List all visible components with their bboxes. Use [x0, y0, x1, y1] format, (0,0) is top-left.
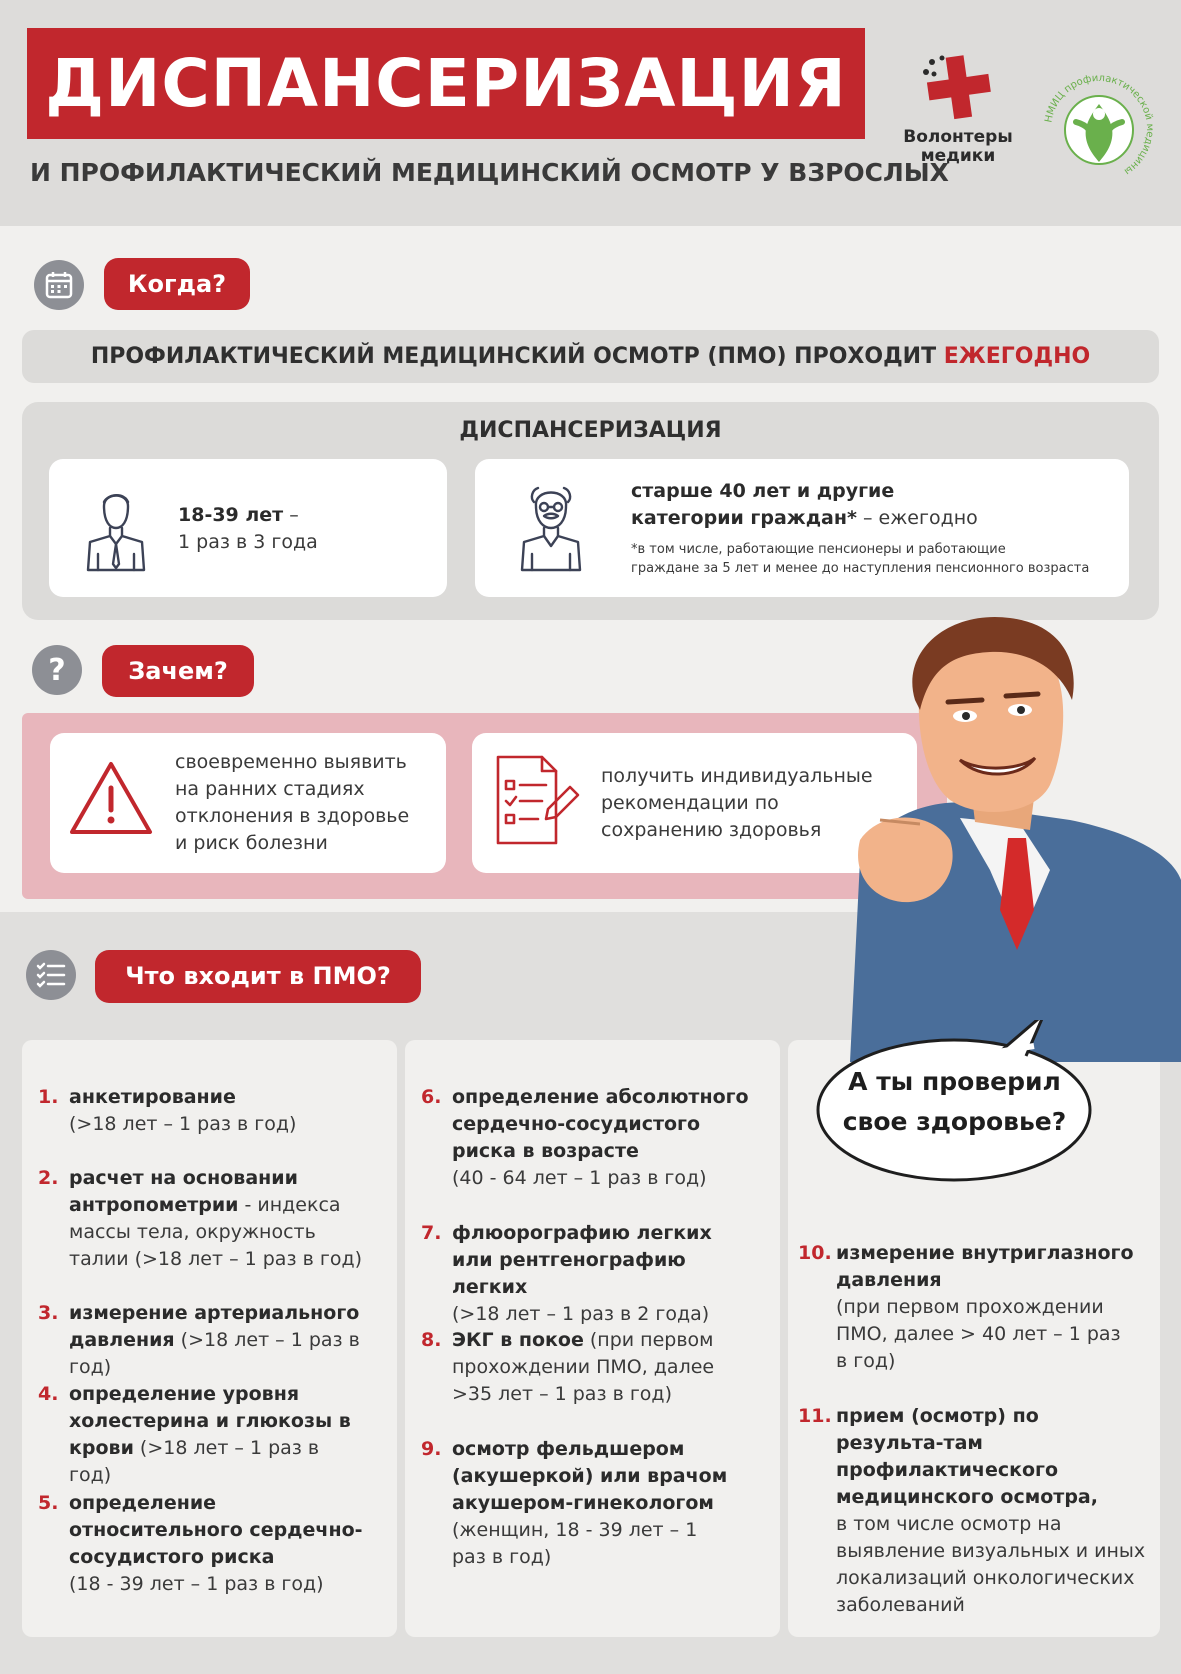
why-label: Зачем? — [102, 645, 254, 697]
age-card-18-39-text: 18-39 лет – 1 раз в 3 года — [178, 504, 318, 553]
calendar-icon — [34, 260, 84, 310]
what-label: Что входит в ПМО? — [95, 950, 421, 1003]
old-man-icon — [516, 480, 586, 572]
when-label: Когда? — [104, 258, 250, 310]
volunteers-logo-label: Волонтеры медики — [903, 127, 1013, 166]
dispensarization-title: ДИСПАНСЕРИЗАЦИЯ — [459, 418, 722, 443]
pmo-item-3: 3. измерение артериального давления (>18 лет – 1 раз в год) — [38, 1302, 360, 1378]
pmo-item-8: 8. ЭКГ в покое (при первом прохождении ПМО, далее >35 лет – 1 раз в год) — [421, 1329, 715, 1405]
pmo-item-4: 4. определение уровня холестерина и глюкозы в крови (>18 лет – 1 раз в год) — [38, 1383, 351, 1486]
svg-text:?: ? — [48, 653, 66, 688]
pmo-item-5: 5. определение относительного сердечно-сосудистого риска (18 - 39 лет – 1 раз в год) — [38, 1492, 363, 1595]
red-cross-icon — [920, 48, 1000, 126]
young-man-icon — [84, 484, 148, 572]
age-card-40-plus-text: старше 40 лет и другие категории граждан* – ежегодно — [631, 480, 978, 529]
why-card-detect-text: своевременно выявить на ранних стадиях отклонения в здоровье и риск болезни — [175, 751, 410, 854]
pmo-item-7: 7. флюорографию легких или рентгенографию легких (>18 лет – 1 раз в 2 года) — [421, 1222, 712, 1325]
svg-text:НМИЦ профилактической медицины: НМИЦ профилактической медицины — [1043, 72, 1156, 177]
why-card-recommend-text: получить индивидуальные рекомендации по сохранению здоровья — [601, 765, 873, 841]
age-card-40-plus-note: *в том числе, работающие пенсионеры и работающие граждане за 5 лет и менее до наступления пенсионного возраста — [631, 542, 1090, 576]
nmic-emblem-icon — [1040, 70, 1158, 188]
nmic-logo — [1040, 70, 1158, 188]
pmo-annual-text: ПРОФИЛАКТИЧЕСКИЙ МЕДИЦИНСКИЙ ОСМОТР (ПМО) ПРОХОДИТ ЕЖЕГОДНО — [90, 344, 1091, 369]
list-icon — [26, 950, 76, 1000]
pmo-item-2: 2. расчет на основании антропометрии - индекса массы тела, окружность талии (>18 лет – 1 раз в год) — [38, 1167, 362, 1270]
checklist-document-icon — [492, 753, 584, 849]
pointing-man-illustration — [820, 610, 1181, 1062]
volunteers-logo — [920, 48, 1000, 126]
pmo-item-11: 11. прием (осмотр) по результа-там профилактического медицинского осмотра, в том числе осмотр на выявление визуальных и иных локализаций онкологических заболеваний — [798, 1405, 1146, 1616]
page-title: ДИСПАНСЕРИЗАЦИЯ — [45, 45, 847, 122]
pmo-item-9: 9. осмотр фельдшером (акушеркой) или врачом акушером-гинекологом (женщин, 18 - 39 лет – 1 раз в год) — [421, 1438, 728, 1568]
pmo-item-6: 6. определение абсолютного сердечно-сосудистого риска в возрасте (40 - 64 лет – 1 раз в год) — [421, 1086, 749, 1189]
warning-icon — [66, 758, 156, 840]
question-icon — [32, 645, 82, 695]
pmo-item-1: 1. анкетирование (>18 лет – 1 раз в год) — [38, 1086, 297, 1135]
page-subtitle: И ПРОФИЛАКТИЧЕСКИЙ МЕДИЦИНСКИЙ ОСМОТР У ВЗРОСЛЫХ — [30, 158, 949, 187]
speech-bubble-text: А ты проверил свое здоровье? — [842, 1067, 1067, 1136]
pmo-item-10: 10. измерение внутриглазного давления (при первом прохождении ПМО, далее > 40 лет – 1 раз в год) — [798, 1242, 1134, 1372]
